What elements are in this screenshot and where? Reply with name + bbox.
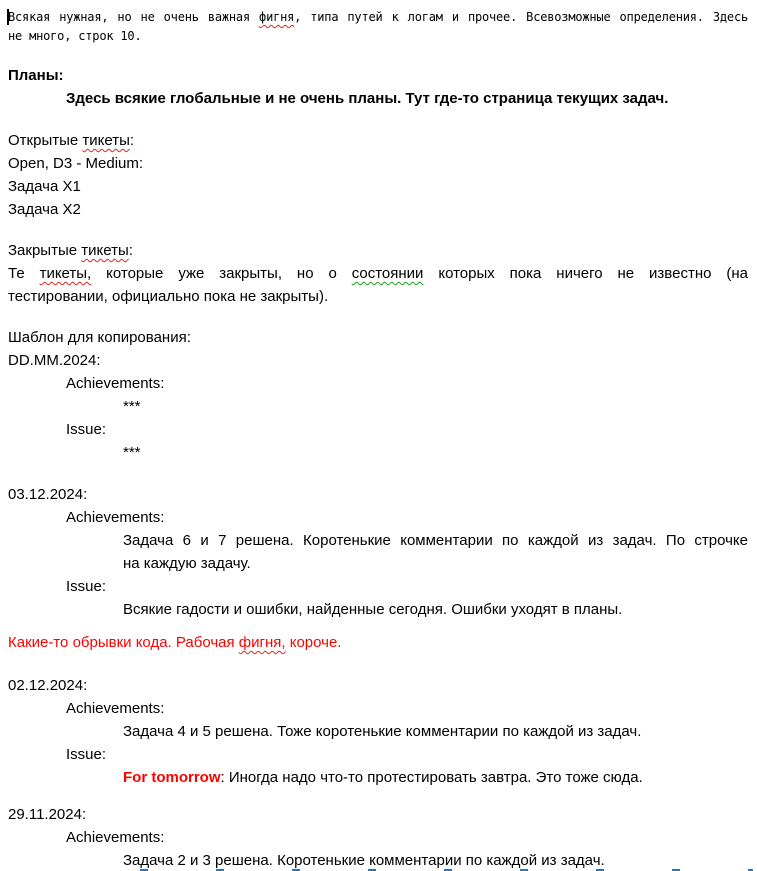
- issue-label: Issue:: [66, 746, 107, 763]
- intro-paragraph: [8, 8, 748, 46]
- entry-date: 29.11.2024:: [8, 806, 87, 823]
- closed-tickets-heading: [8, 239, 748, 262]
- intro-text: Всякая нужная, но не очень важная: [8, 10, 260, 24]
- misspelled-word: фигня: [259, 10, 295, 24]
- text-cursor: [7, 9, 9, 25]
- issue-text: : Иногда надо что-то протестировать завтра. Это тоже сюда.: [220, 769, 643, 786]
- misspelled-word: тикеты: [82, 132, 130, 149]
- achievements-label: Achievements:: [66, 700, 165, 717]
- misspelled-word: тикеты,: [39, 265, 92, 282]
- misspelled-word: фигня,: [238, 634, 286, 651]
- issue-text-line: [8, 766, 748, 789]
- template-date: DD.MM.2024:: [8, 352, 101, 369]
- achievements-label: Achievements:: [66, 509, 165, 526]
- closed-tickets-body: [8, 262, 748, 308]
- plans-heading: Планы:: [8, 67, 64, 84]
- issue-text: Всякие гадости и ошибки, найденные сегодня. Ошибки уходят в планы.: [123, 601, 623, 618]
- intro-line-1: [8, 8, 748, 27]
- open-tickets-heading: [8, 129, 748, 152]
- body-text: Те: [8, 265, 40, 282]
- achievements-text-line-1: Задача 6 и 7 решена. Коротенькие комментарии по каждой из задач. По строчке: [123, 532, 748, 549]
- achievements-label: Achievements:: [66, 375, 165, 392]
- achievements-label: Achievements:: [66, 829, 165, 846]
- heading-text: :: [128, 242, 133, 259]
- heading-text: Открытые: [8, 132, 83, 149]
- achievements-text-line-2: на каждую задачу.: [123, 555, 251, 572]
- heading-text: Закрытые: [8, 242, 82, 259]
- for-tomorrow-highlight: For tomorrow: [123, 769, 221, 786]
- achievements-text: Задача 4 и 5 решена. Тоже коротенькие комментарии по каждой из задач.: [123, 723, 642, 740]
- closed-tickets-body-line-2: тестировании, официально пока не закрыты).: [8, 288, 329, 305]
- code-note-text: короче.: [285, 634, 342, 651]
- placeholder-stars: ***: [123, 398, 141, 415]
- template-heading: Шаблон для копирования:: [8, 329, 191, 346]
- placeholder-stars: ***: [123, 444, 141, 461]
- achievements-text: Задача 2 и 3 решена. Коротенькие комментарии по каждой из задач.: [123, 852, 605, 869]
- grammar-flagged-word: состоянии: [351, 265, 424, 282]
- closed-tickets-body-line-1: [8, 262, 748, 285]
- body-text: которых пока ничего не известно (на: [423, 265, 748, 282]
- code-note-text: Какие-то обрывки кода. Рабочая: [8, 634, 239, 651]
- heading-text: :: [129, 132, 135, 149]
- entry-date: 02.12.2024:: [8, 677, 88, 694]
- intro-text: , типа путей к логам и прочее. Всевозможные определения. Здесь: [294, 10, 748, 24]
- misspelled-word: тикеты: [81, 242, 129, 259]
- open-ticket-line: Задача X1: [8, 178, 81, 195]
- open-ticket-line: Open, D3 - Medium:: [8, 155, 144, 172]
- body-text: которые уже закрыты, но о: [91, 265, 352, 282]
- code-note: [8, 631, 748, 654]
- intro-line-2: не много, строк 10.: [8, 29, 142, 43]
- issue-label: Issue:: [66, 578, 107, 595]
- entry-date: 03.12.2024:: [8, 486, 88, 503]
- issue-label: Issue:: [66, 421, 107, 438]
- plans-body: Здесь всякие глобальные и не очень планы. Тут где-то страница текущих задач.: [66, 90, 669, 107]
- open-ticket-line: Задача X2: [8, 201, 81, 218]
